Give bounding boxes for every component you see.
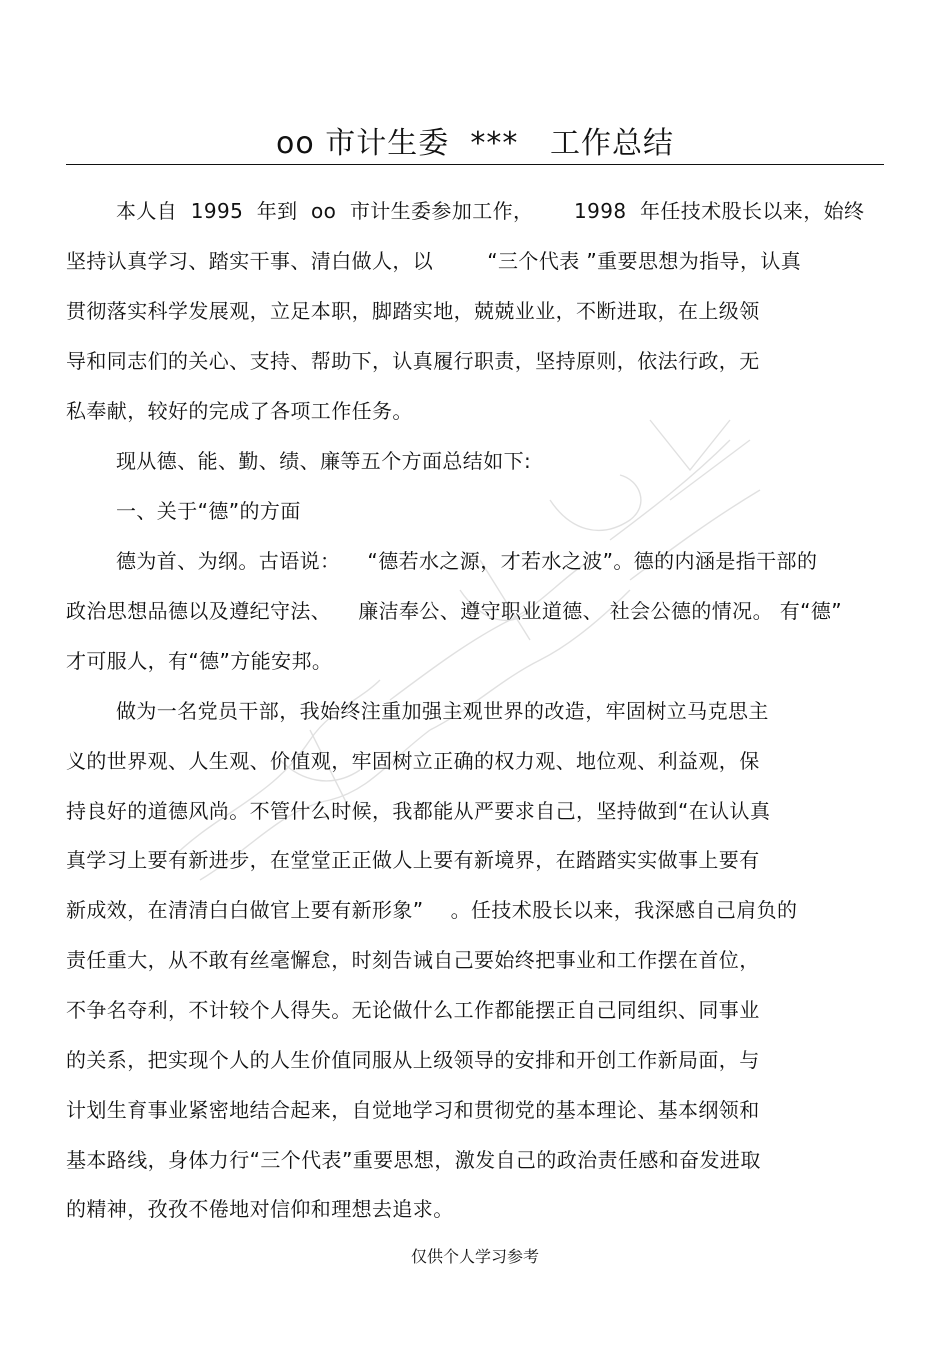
paragraph-line: 基本路线，身体力行“三个代表”重要思想，激发自己的政治责任感和奋发进取	[66, 1148, 761, 1172]
paragraph-line: 做为一名党员干部，我始终注重加强主观世界的改造，牢固树立马克思主	[116, 699, 769, 723]
paragraph-line: 责任重大，从不敢有丝毫懈怠，时刻告诫自己要始终把事业和工作摆在首位，	[66, 948, 760, 972]
page-footer: 仅供个人学习参考	[410, 1247, 539, 1266]
paragraph-line: 现从德、能、勤、绩、廉等五个方面总结如下:	[116, 449, 532, 473]
paragraph-line: 不争名夺利，不计较个人得失。无论做什么工作都能摆正自己同组织、同事业	[66, 998, 760, 1022]
paragraph-line: 导和同志们的关心、支持、帮助下，认真履行职责，坚持原则，依法行政，无	[66, 349, 760, 373]
title-underline	[66, 164, 884, 165]
paragraph-line: 本人自 1995 年到 oo 市计生委参加工作， 1998 年任技术股长以来，始终	[116, 199, 865, 223]
paragraph-line: 义的世界观、人生观、价值观，牢固树立正确的权力观、地位观、利益观，保	[66, 749, 760, 773]
document-title: oo 市计生委 *** 工作总结	[276, 126, 674, 161]
paragraph-line: 真学习上要有新进步，在堂堂正正做人上要有新境界，在踏踏实实做事上要有	[66, 848, 760, 872]
paragraph-line: 持良好的道德风尚。不管什么时候，我都能从严要求自己，坚持做到“在认认真	[66, 799, 771, 823]
paragraph-line: 私奉献，较好的完成了各项工作任务。	[66, 399, 413, 423]
paragraph-line: 政治思想品德以及遵纪守法、 廉洁奉公、遵守职业道德、 社会公德的情况。 有“德”	[66, 599, 843, 623]
paragraph-line: 计划生育事业紧密地结合起来，自觉地学习和贯彻党的基本理论、基本纲领和	[66, 1098, 760, 1122]
paragraph-line: 新成效，在清清白白做官上要有新形象” 。任技术股长以来，我深感自己肩负的	[66, 898, 798, 922]
paragraph-line: 贯彻落实科学发展观，立足本职，脚踏实地，兢兢业业，不断进取，在上级领	[66, 299, 760, 323]
paragraph-line: 德为首、为纲。古语说： “德若水之源，才若水之波”。德的内涵是指干部的	[116, 549, 818, 573]
section-heading: 一、关于“德”的方面	[116, 499, 301, 523]
paragraph-line: 坚持认真学习、踏实干事、清白做人，以 “三个代表 ”重要思想为指导，认真	[66, 249, 802, 273]
paragraph-line: 的关系，把实现个人的人生价值同服从上级领导的安排和开创工作新局面，与	[66, 1048, 760, 1072]
paragraph-line: 才可服人，有“德”方能安邦。	[66, 649, 333, 673]
paragraph-line: 的精神，孜孜不倦地对信仰和理想去追求。	[66, 1197, 454, 1221]
